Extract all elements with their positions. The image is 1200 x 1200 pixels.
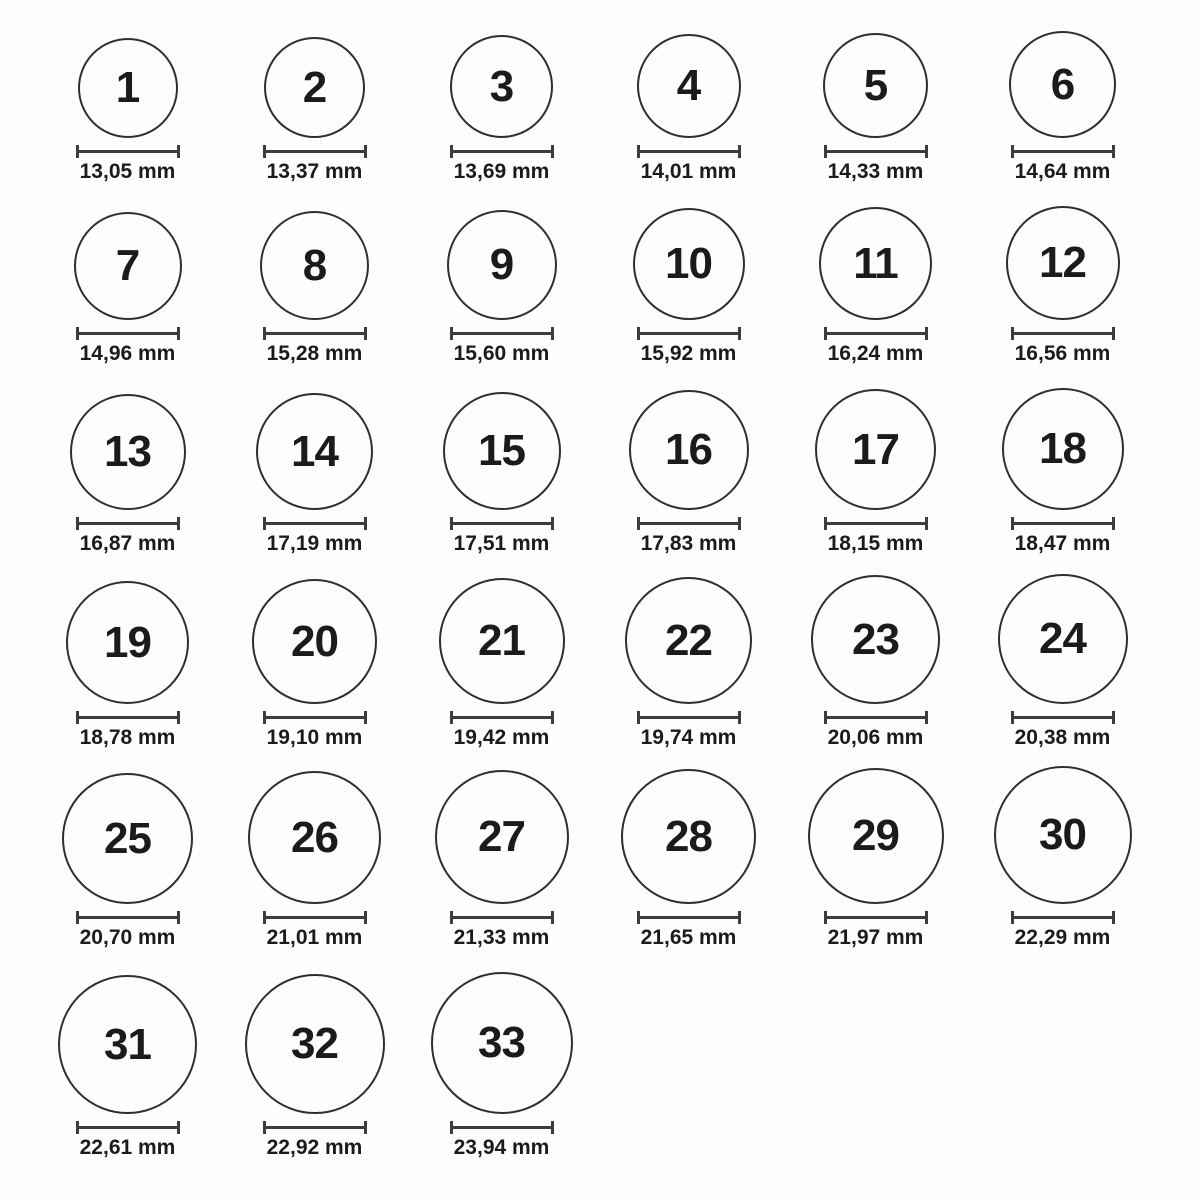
ring-size-item (221, 754, 408, 954)
ring-size-item (408, 754, 595, 954)
ring-size-number: 33 (478, 1018, 525, 1067)
ring-size-number: 25 (104, 813, 151, 863)
ring-circle (431, 972, 573, 1114)
ring-size-number: 12 (1039, 238, 1086, 287)
diameter-label: 17,51 mm (453, 532, 550, 555)
diameter-measure-line (263, 145, 367, 158)
diameter-label: 23,94 mm (453, 1136, 550, 1159)
ring-circle (637, 34, 741, 138)
diameter-label: 13,69 mm (453, 160, 550, 183)
diameter-measure-line (263, 911, 367, 924)
diameter-label: 21,01 mm (266, 926, 363, 949)
diameter-measure-line (637, 145, 741, 158)
diameter-label: 15,60 mm (453, 342, 550, 365)
diameter-measure-line (637, 711, 741, 724)
ring-size-item (595, 188, 782, 370)
ring-circle (819, 207, 932, 320)
diameter-measure-line (824, 517, 928, 530)
ring-size-number: 24 (1039, 614, 1086, 663)
ring-size-number: 13 (104, 427, 151, 476)
diameter-label: 18,15 mm (827, 532, 924, 555)
chart-row (0, 370, 1200, 560)
ring-size-item (782, 754, 969, 954)
ring-size-item (408, 370, 595, 560)
diameter-label: 16,87 mm (79, 532, 176, 555)
diameter-label: 17,19 mm (266, 532, 363, 555)
ring-size-item (34, 188, 221, 370)
ring-circle (823, 33, 928, 138)
diameter-measure-line (1011, 327, 1115, 340)
ring-size-item (408, 12, 595, 188)
diameter-label: 14,33 mm (827, 160, 924, 183)
ring-circle (248, 771, 381, 904)
ring-size-item (969, 560, 1156, 754)
ring-size-number: 23 (852, 614, 899, 664)
ring-size-number: 31 (104, 1019, 151, 1069)
diameter-label: 14,96 mm (79, 342, 176, 365)
ring-size-number: 4 (676, 61, 701, 110)
ring-circle (1009, 31, 1116, 138)
ring-size-number: 22 (665, 615, 712, 665)
ring-size-item (782, 188, 969, 370)
ring-size-item (969, 188, 1156, 370)
chart-row (0, 12, 1200, 188)
ring-circle (74, 212, 182, 320)
diameter-measure-line (76, 517, 180, 530)
ring-size-item (969, 370, 1156, 560)
ring-circle (62, 773, 193, 904)
ring-size-item (34, 754, 221, 954)
ring-circle (815, 389, 936, 510)
diameter-measure-line (1011, 517, 1115, 530)
ring-size-item (782, 370, 969, 560)
ring-size-item (34, 560, 221, 754)
diameter-label: 21,97 mm (827, 926, 924, 949)
ring-size-item (595, 560, 782, 754)
diameter-measure-line (76, 327, 180, 340)
diameter-measure-line (76, 145, 180, 158)
ring-size-number: 17 (852, 424, 899, 474)
ring-size-number: 19 (104, 617, 151, 667)
diameter-measure-line (637, 327, 741, 340)
ring-size-item (408, 188, 595, 370)
ring-circle (245, 974, 385, 1114)
diameter-label: 16,56 mm (1014, 342, 1111, 365)
ring-size-number: 16 (665, 425, 712, 474)
diameter-measure-line (76, 711, 180, 724)
diameter-label: 21,33 mm (453, 926, 550, 949)
diameter-label: 13,05 mm (79, 160, 176, 183)
ring-circle (633, 208, 745, 320)
ring-size-number: 7 (115, 241, 140, 290)
ring-circle (78, 38, 178, 138)
ring-circle (625, 577, 752, 704)
diameter-label: 18,47 mm (1014, 532, 1111, 555)
chart-row (0, 188, 1200, 370)
ring-size-item (221, 560, 408, 754)
ring-size-number: 9 (489, 240, 514, 289)
ring-circle (811, 575, 940, 704)
ring-size-item (221, 188, 408, 370)
diameter-label: 19,10 mm (266, 726, 363, 749)
ring-size-item (34, 12, 221, 188)
diameter-label: 14,64 mm (1014, 160, 1111, 183)
ring-size-number: 1 (115, 63, 140, 112)
diameter-measure-line (1011, 911, 1115, 924)
ring-circle (260, 211, 369, 320)
ring-size-number: 18 (1039, 424, 1086, 473)
diameter-label: 18,78 mm (79, 726, 176, 749)
diameter-measure-line (76, 911, 180, 924)
ring-circle (808, 768, 944, 904)
ring-circle (450, 35, 553, 138)
diameter-measure-line (824, 711, 928, 724)
ring-size-number: 20 (291, 616, 338, 666)
ring-circle (621, 769, 756, 904)
ring-size-item (782, 12, 969, 188)
ring-circle (447, 210, 557, 320)
diameter-measure-line (450, 517, 554, 530)
ring-circle (443, 392, 561, 510)
ring-size-item (595, 754, 782, 954)
diameter-label: 20,06 mm (827, 726, 924, 749)
diameter-measure-line (263, 1121, 367, 1134)
diameter-label: 19,74 mm (640, 726, 737, 749)
diameter-measure-line (263, 517, 367, 530)
ring-size-number: 6 (1050, 59, 1075, 109)
ring-size-number: 11 (853, 238, 898, 288)
ring-size-number: 30 (1039, 810, 1086, 859)
ring-size-number: 29 (852, 811, 899, 860)
ring-size-item (408, 560, 595, 754)
ring-circle (58, 975, 197, 1114)
ring-size-item (34, 370, 221, 560)
ring-size-number: 8 (302, 240, 327, 290)
diameter-measure-line (263, 327, 367, 340)
ring-size-number: 32 (291, 1019, 338, 1068)
diameter-label: 21,65 mm (640, 926, 737, 949)
ring-size-item (595, 12, 782, 188)
ring-circle (435, 770, 569, 904)
diameter-measure-line (824, 145, 928, 158)
chart-row (0, 560, 1200, 754)
diameter-measure-line (450, 1121, 554, 1134)
ring-circle (998, 574, 1128, 704)
diameter-measure-line (1011, 145, 1115, 158)
ring-size-item (969, 12, 1156, 188)
diameter-label: 16,24 mm (827, 342, 924, 365)
ring-size-item (221, 954, 408, 1164)
diameter-measure-line (450, 911, 554, 924)
ring-circle (252, 579, 377, 704)
diameter-measure-line (450, 145, 554, 158)
ring-size-item (782, 560, 969, 754)
diameter-measure-line (637, 911, 741, 924)
ring-circle (256, 393, 373, 510)
ring-circle (66, 581, 189, 704)
diameter-label: 22,61 mm (79, 1136, 176, 1159)
ring-size-number: 14 (291, 426, 338, 476)
ring-circle (1006, 206, 1120, 320)
diameter-label: 14,01 mm (640, 160, 737, 183)
diameter-label: 22,29 mm (1014, 926, 1111, 949)
ring-size-number: 26 (291, 812, 338, 862)
ring-size-number: 2 (302, 62, 327, 112)
ring-circle (629, 390, 749, 510)
diameter-measure-line (1011, 711, 1115, 724)
ring-size-item (408, 954, 595, 1164)
diameter-label: 19,42 mm (453, 726, 550, 749)
diameter-label: 13,37 mm (266, 160, 363, 183)
ring-size-number: 3 (489, 61, 514, 111)
diameter-label: 15,28 mm (266, 342, 363, 365)
diameter-label: 20,38 mm (1014, 726, 1111, 749)
diameter-measure-line (263, 711, 367, 724)
diameter-label: 17,83 mm (640, 532, 737, 555)
ring-circle (1002, 388, 1124, 510)
diameter-label: 20,70 mm (79, 926, 176, 949)
chart-row (0, 954, 1200, 1164)
diameter-measure-line (637, 517, 741, 530)
diameter-measure-line (824, 327, 928, 340)
ring-size-item (34, 954, 221, 1164)
ring-size-item (969, 754, 1156, 954)
ring-size-item (595, 370, 782, 560)
diameter-measure-line (76, 1121, 180, 1134)
chart-row (0, 754, 1200, 954)
ring-circle (264, 37, 365, 138)
ring-size-number: 27 (478, 812, 525, 861)
ring-size-number: 21 (478, 616, 525, 665)
diameter-measure-line (450, 711, 554, 724)
ring-circle (70, 394, 186, 510)
ring-size-number: 28 (665, 811, 712, 861)
diameter-measure-line (824, 911, 928, 924)
ring-size-item (221, 370, 408, 560)
ring-size-number: 10 (665, 239, 712, 288)
diameter-label: 15,92 mm (640, 342, 737, 365)
ring-size-number: 15 (478, 426, 525, 475)
diameter-measure-line (450, 327, 554, 340)
ring-circle (994, 766, 1132, 904)
ring-circle (439, 578, 565, 704)
ring-size-item (221, 12, 408, 188)
ring-size-number: 5 (863, 60, 888, 110)
diameter-label: 22,92 mm (266, 1136, 363, 1159)
